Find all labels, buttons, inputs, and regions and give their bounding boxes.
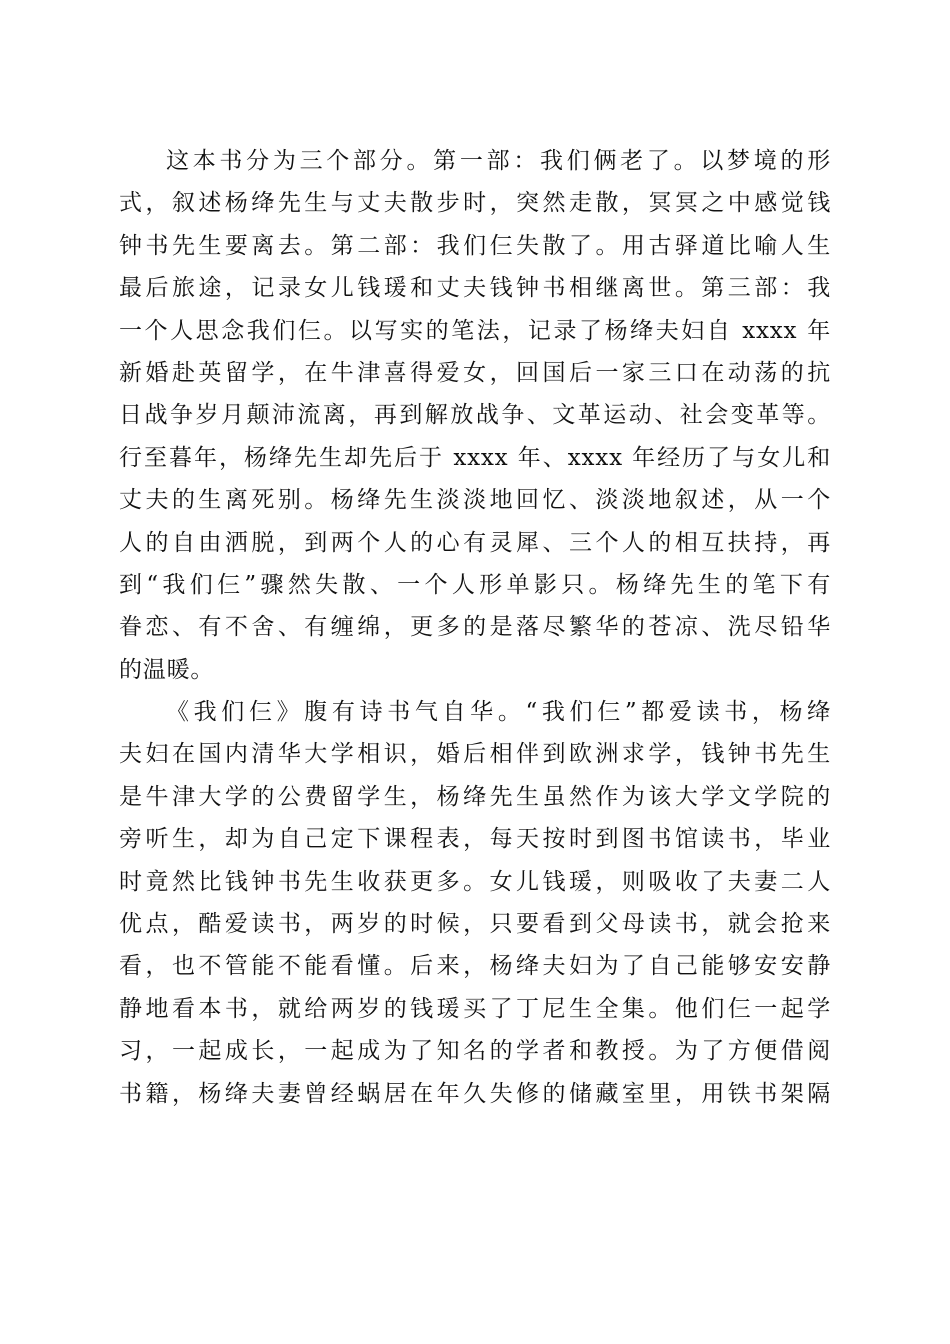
paragraph-2-line-3: 是牛津大学的公费留学生，杨绛先生虽然作为该大学文学院的: [119, 783, 831, 810]
paragraph-1-line-6: 新婚赴英留学，在牛津喜得爱女，回国后一家三口在动荡的抗: [119, 359, 831, 386]
paragraph-2-line-7: 看，也不管能不能看懂。后来，杨绛夫妇为了自己能够安安静: [119, 953, 831, 980]
paragraph-1-line-4: 最后旅途，记录女儿钱瑗和丈夫钱钟书相继离世。第三部：我: [119, 275, 831, 302]
paragraph-2-line-9: 习，一起成长，一起成为了知名的学者和教授。为了方便借阅: [119, 1038, 831, 1065]
paragraph-1-line-1: 这本书分为三个部分。第一部：我们俩老了。以梦境的形: [166, 148, 831, 174]
paragraph-2-line-1: 《我们仨》腹有诗书气自华。“我们仨”都爱读书，杨绛: [166, 699, 831, 726]
paragraph-1-line-8: 行至暮年，杨绛先生却先后于 xxxx 年、xxxx 年经历了与女儿和: [119, 444, 831, 471]
document-body: [119, 140, 831, 1115]
paragraph-1-line-9: 丈夫的生离死别。杨绛先生淡淡地回忆、淡淡地叙述，从一个: [119, 487, 831, 514]
paragraph-1-line-2: 式，叙述杨绛先生与丈夫散步时，突然走散，冥冥之中感觉钱: [119, 190, 831, 217]
paragraph-1-line-11: 到“我们仨”骤然失散、一个人形单影只。杨绛先生的笔下有: [119, 571, 831, 598]
paragraph-1-line-10: 人的自由洒脱，到两个人的心有灵犀、三个人的相互扶持，再: [119, 529, 831, 556]
paragraph-1-line-3: 钟书先生要离去。第二部：我们仨失散了。用古驿道比喻人生: [119, 232, 831, 259]
paragraph-1-line-12: 眷恋、有不舍、有缠绵，更多的是落尽繁华的苍凉、洗尽铅华: [119, 614, 831, 641]
paragraph-1-line-5: 一个人思念我们仨。以写实的笔法，记录了杨绛夫妇自 xxxx 年: [119, 317, 831, 344]
paragraph-2-line-2: 夫妇在国内清华大学相识，婚后相伴到欧洲求学，钱钟书先生: [119, 741, 831, 768]
paragraph-2-line-10: 书籍，杨绛夫妻曾经蜗居在年久失修的储藏室里，用铁书架隔: [119, 1080, 831, 1107]
paragraph-1-line-13: 的温暖。: [119, 656, 215, 683]
paragraph-2-line-5: 时竟然比钱钟书先生收获更多。女儿钱瑗，则吸收了夫妻二人: [119, 868, 831, 895]
paragraph-1-line-7: 日战争岁月颠沛流离，再到解放战争、文革运动、社会变革等。: [119, 402, 831, 429]
paragraph-2-line-6: 优点，酷爱读书，两岁的时候，只要看到父母读书，就会抢来: [119, 911, 831, 938]
paragraph-2-line-8: 静地看本书，就给两岁的钱瑗买了丁尼生全集。他们仨一起学: [119, 995, 831, 1022]
paragraph-2-line-4: 旁听生，却为自己定下课程表，每天按时到图书馆读书，毕业: [119, 826, 831, 853]
